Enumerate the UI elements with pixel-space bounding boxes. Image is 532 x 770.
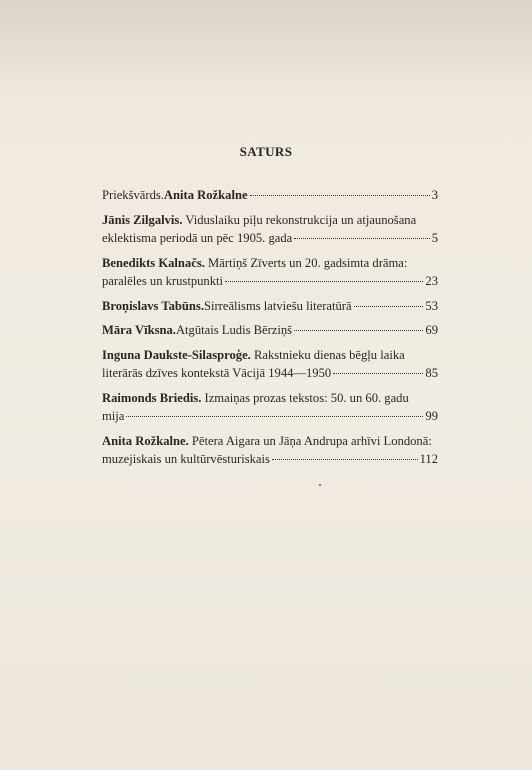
- toc-entry-author: Anita Rožkalne.: [102, 433, 189, 448]
- toc-entry: [102, 389, 438, 426]
- toc-entry-line: [102, 321, 438, 340]
- toc-entry-prefix: Priekšvārds.: [102, 188, 164, 202]
- toc-entry-title-part: eklektisma periodā un pēc 1905. gada: [102, 231, 293, 245]
- dot-leader: [126, 415, 423, 417]
- toc-entry-line: [102, 297, 438, 316]
- dot-leader: [354, 305, 424, 307]
- toc-entry-page: 69: [425, 323, 438, 337]
- toc-entry: [102, 254, 438, 291]
- toc-entry-first-line: [102, 389, 438, 408]
- toc-entry-author: Raimonds Briedis.: [102, 390, 202, 405]
- toc-entry-title-part: Mārtiņš Zīverts un 20. gadsimta drāma:: [204, 255, 408, 270]
- toc-entry-page: 85: [425, 366, 438, 380]
- toc-entry-last-line: [102, 364, 438, 383]
- toc-entry-line: [102, 186, 438, 205]
- dot-leader: [294, 237, 429, 239]
- toc-entry-page: 5: [431, 231, 438, 245]
- toc-entry-author: Anita Rožkalne: [163, 188, 248, 202]
- toc-entry-first-line: [102, 432, 438, 451]
- toc-entry-page: 99: [425, 409, 438, 423]
- toc-entry-last-line: [102, 407, 438, 426]
- page-title: SATURS: [239, 144, 293, 159]
- toc-entry-author: Inguna Daukste-Silasproģe.: [102, 347, 251, 362]
- toc-entry-page: 3: [431, 188, 438, 202]
- toc-entry: [102, 297, 438, 316]
- dot-leader: [294, 329, 423, 331]
- toc-entry: [102, 211, 438, 248]
- toc-entry-page: 112: [419, 452, 438, 466]
- toc-entry-page: 23: [425, 274, 438, 288]
- toc-entry-page: 53: [425, 298, 438, 313]
- toc-entry: [102, 432, 438, 469]
- toc-entry-title-part: paralēles un krustpunkti: [102, 274, 224, 288]
- toc-entry-title-part: Atgūtais Ludis Bērziņš: [175, 323, 293, 337]
- paper-speck: [319, 484, 321, 486]
- toc-entry: [102, 186, 438, 205]
- table-of-contents: [102, 186, 438, 475]
- toc-entry-author: Jānis Zilgalvis.: [102, 212, 183, 227]
- toc-entry-title-part: Rakstnieku dienas bēgļu laika: [250, 347, 405, 362]
- dot-leader: [250, 194, 430, 196]
- toc-entry-last-line: [102, 229, 438, 248]
- toc-entry-title-part: Izmaiņas prozas tekstos: 50. un 60. gadu: [201, 390, 409, 405]
- toc-entry-author: Māra Vīksna.: [102, 323, 176, 337]
- toc-entry-last-line: [102, 272, 438, 291]
- toc-entry-last-line: [102, 450, 438, 469]
- toc-entry: [102, 321, 438, 340]
- toc-entry-title-part: mija: [102, 409, 125, 423]
- toc-entry-first-line: [102, 254, 438, 273]
- dot-leader: [272, 458, 418, 460]
- toc-entry-first-line: [102, 211, 438, 230]
- toc-entry-title-part: literārās dzīves kontekstā Vācijā 1944—1950: [102, 366, 332, 380]
- toc-entry-first-line: [102, 346, 438, 365]
- toc-entry-title-part: Sirreālisms latviešu literatūrā: [203, 298, 352, 313]
- toc-entry-title-part: Pētera Aigara un Jāņa Andrupa arhīvi Londonā:: [188, 433, 432, 448]
- toc-entry: [102, 346, 438, 383]
- toc-entry-author: Broņislavs Tabūns.: [102, 298, 204, 313]
- show-through-text-shadow: [0, 0, 532, 110]
- dot-leader: [225, 280, 423, 282]
- toc-entry-title-part: muzejiskais un kultūrvēsturiskais: [102, 452, 270, 466]
- toc-entry-title-part: Viduslaiku piļu rekonstrukcija un atjaunošana: [182, 212, 417, 227]
- toc-entry-author: Benedikts Kalnačs.: [102, 255, 205, 270]
- dot-leader: [333, 372, 423, 374]
